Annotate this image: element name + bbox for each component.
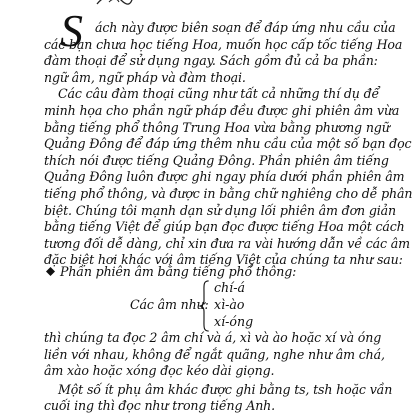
ornament-flourish-icon [95,0,135,10]
example-item: xí-óng [214,314,254,329]
example-label: Các âm như: [130,297,209,312]
bullet-heading: Phần phiên âm bằng tiếng phổ thông: [60,264,297,279]
para1-line2: các bạn chưa học tiếng Hoa, muốn học cấp tốc tiếng Hoa [44,36,403,52]
para2-line5: thích nói được tiếng Quảng Đông. Phần phiên âm tiếng [44,152,389,168]
para1-line1: ách này được biên soạn để đáp ứng nhu cầu của [95,20,396,35]
example-item: xì-ào [214,297,245,312]
para3-line1: thì chúng ta đọc 2 âm chí và á, xì và ào hoặc xí và óng [44,330,382,345]
para2-line10: tương đối dễ dàng, chỉ xin đưa ra vài hướng dẫn về các âm [44,235,410,251]
drop-cap: S [60,5,83,56]
para2-line8: biệt. Chúng tôi mạnh dạn sử dụng lối phiên âm đơn giản [44,202,396,218]
para2-line2: minh họa cho phần ngữ pháp đều được ghi phiên âm vừa [44,103,400,118]
para4-line2: cuối ing thì đọc như trong tiếng Anh. [44,398,275,414]
para3-line3: âm xào hoặc xóng đọc kéo dài giọng. [44,363,275,379]
para2-line6: Quảng Đông luôn được ghi ngay phía dưới phần phiên âm [44,169,405,185]
para1-line4: ngữ âm, ngữ pháp và đàm thoại. [44,69,246,85]
para2-line11: đặc biệt hơi khác với âm tiếng Việt của chúng ta như sau: [44,252,403,268]
example-item: chí-á [214,280,245,295]
para2-line7: tiếng phổ thông, và được in bằng chữ nghiêng cho dễ phân [44,186,412,201]
para1-line3: đàm thoại để sử dụng ngay. Sách gồm đủ cả ba phần: [44,53,378,69]
para2-line3: bằng tiếng phổ thông Trung Hoa vừa bằng phương ngữ [44,119,390,135]
para2-line1: Các câu đàm thoại cũng như tất cả những thí dụ để [58,86,380,102]
para3-line2: liền với nhau, không để ngắt quãng, nghe như âm chá, [44,346,385,362]
para4-line1: Một số ít phụ âm khác được ghi bằng ts, tsh hoặc vần [58,381,393,397]
para2-line4: Quảng Đông để đáp ứng thêm nhu cầu của một số bạn đọc [44,136,412,152]
para2-line9: bằng tiếng Việt để giúp bạn đọc được tiếng Hoa một cách [44,219,405,235]
curly-brace-icon [198,280,210,332]
bullet-diamond-icon [46,267,55,276]
